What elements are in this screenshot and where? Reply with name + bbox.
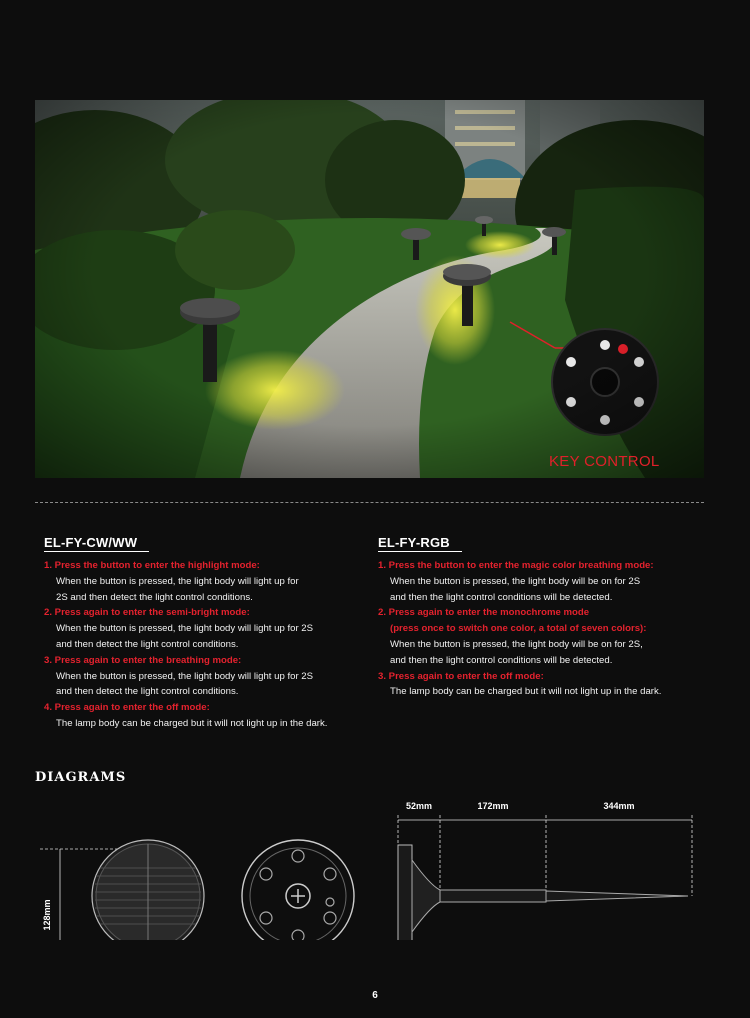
rgb-modes [378,534,738,700]
solar-panel-top-view [92,840,204,940]
mode-item [44,700,374,732]
mode-item [44,558,374,605]
mode-desc: The lamp body can be charged but it will not light up in the dark. [56,717,328,729]
mode-desc: and then detect the light control conditions. [56,638,239,650]
mode-step: 3. Press again to enter the breathing mode: [44,654,242,666]
mode-item [44,605,374,652]
length-dimensions [398,815,692,896]
model-title-cw-ww: EL-FY-CW/WW [44,535,149,552]
dim-pole-label: 172mm [477,801,509,811]
cw-ww-modes [44,534,374,732]
key-control-label: KEY CONTROL [549,453,660,470]
mode-desc: and then the light control conditions will be detected. [390,591,613,603]
lamp-side-view [398,845,688,940]
mode-step: 3. Press again to enter the off mode: [378,670,544,682]
mode-step: 1. Press the button to enter the highlight mode: [44,560,260,571]
mode-desc: When the button is pressed, the light body will be on for 2S [390,575,641,587]
mode-item [378,605,738,668]
mode-step: 4. Press again to enter the off mode: [44,702,210,714]
mode-desc: When the button is pressed, the light body will light up for 2S [56,623,314,635]
mode-step: 2. Press again to enter the semi-bright mode: [44,607,250,619]
mode-desc: The lamp body can be charged but it will not light up in the dark. [390,686,662,698]
dim-diameter-label: 128mm [42,899,52,931]
lamp-bottom-view [242,840,354,940]
garden-photo [35,100,704,478]
mode-desc: and then detect the light control conditions. [56,686,239,698]
mode-desc: 2S and then detect the light control conditions. [56,591,253,603]
page-number: 6 [372,990,378,1001]
mode-desc: When the button is pressed, the light body will be on for 2S, [390,638,643,650]
mode-item [378,669,738,701]
dim-spike-label: 344mm [603,801,635,811]
mode-step: 1. Press the button to enter the magic color breathing mode: [378,560,654,571]
dim-head-label: 52mm [405,801,433,811]
mode-step-sub: (press once to switch one color, a total of seven colors): [390,623,647,635]
model-title-rgb: EL-FY-RGB [378,535,462,552]
section-divider [35,502,704,503]
mode-desc: and then the light control conditions will be detected. [390,654,613,666]
dimension-drawing [0,790,750,940]
mode-desc: When the button is pressed, the light body will light up for [56,575,299,587]
mode-desc: When the button is pressed, the light body will light up for 2S [56,670,314,682]
mode-step: 2. Press again to enter the monochrome mode [378,607,590,619]
mode-item [44,653,374,700]
garden-scene-illustration [35,100,704,478]
mode-item [378,558,738,605]
diagrams-title: DIAGRAMS [35,770,127,785]
